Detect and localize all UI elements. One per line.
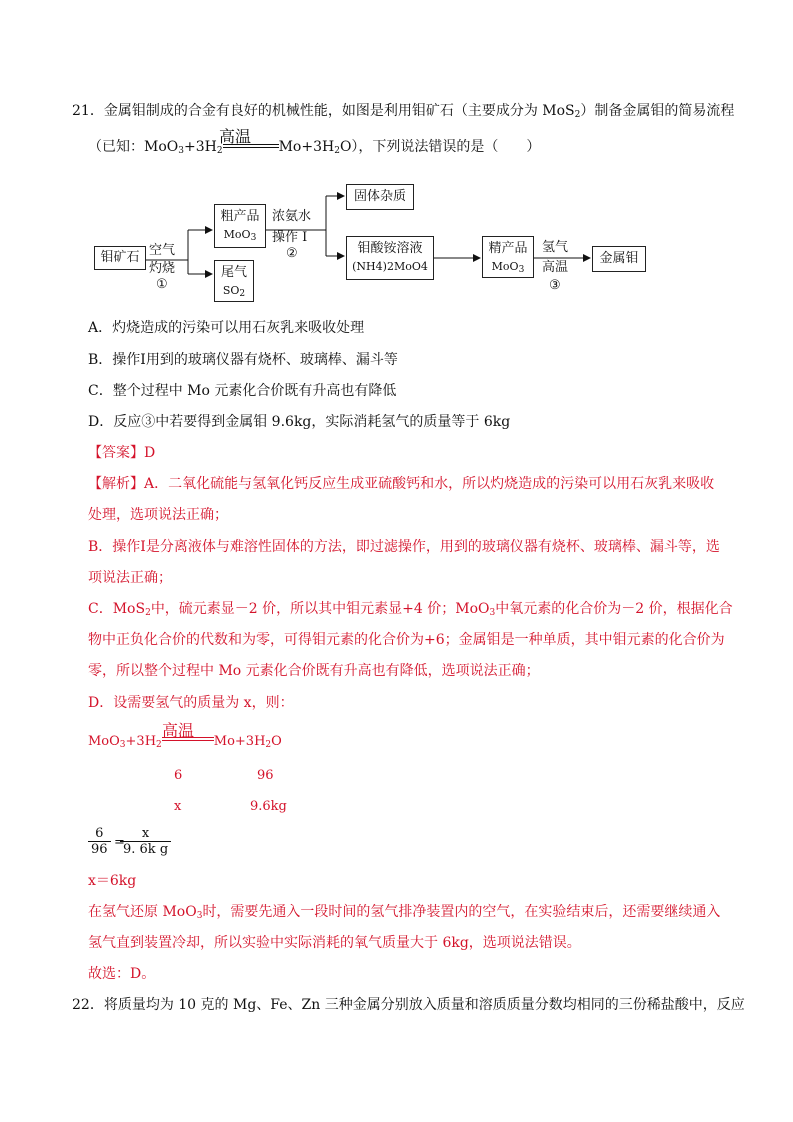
ore-box [94,246,146,270]
metal-label: 金属钼 [599,251,639,266]
subscript: 2 [334,146,340,156]
analysis-c2: 物中正负化合价的代数和为零，可得钼元素的化合价为+6；金属钼是一种单质，其中钼元素的化合价为 [88,632,725,648]
eq-text: +3H [183,139,217,155]
explanation-1 [88,902,720,922]
fraction-denominator: 96 [88,841,111,857]
crude-formula [215,226,265,244]
mass-h2: 6 [174,768,183,783]
analysis-c1 [88,599,733,619]
subscript: 3 [518,265,525,275]
given-mo: 9.6kg [250,799,287,814]
air-label: 空气 [149,243,176,258]
option-d: D．反应③中若要得到金属钼 9.6kg，实际消耗氢气的质量等于 6kg [88,414,511,430]
tail-gas-box [214,260,254,302]
crude-label: 粗产品 [220,209,260,224]
subscript: 3 [178,146,184,156]
option-b: B．操作I用到的玻璃仪器有烧杯、玻璃棒、漏斗等 [88,352,398,368]
tail-gas-formula [215,282,253,300]
subscript: 3 [250,233,257,243]
fraction-denominator: 9. 6k g [120,841,171,857]
mass-mo: 96 [257,768,274,783]
q21-text-tail: ）制备金属钼的简易流程 [580,103,735,119]
explanation-text: 在氢气还原 MoO [88,904,197,920]
solution-formula: (NH4)2MoO4 [352,260,428,273]
subscript: 2 [239,289,246,299]
subscript: 3 [119,740,126,750]
step3-label: ③ [549,278,561,293]
option-a: A．灼烧造成的污染可以用石灰乳来吸收处理 [88,320,365,336]
hydrogen-label: 氢气 [542,240,569,255]
metal-box [592,246,646,272]
step1-label: ① [156,277,168,292]
eq-text: O [271,734,282,749]
analysis-b1: B．操作I是分离液体与难溶性固体的方法，即过滤操作，用到的玻璃仪器有烧杯、玻璃棒、漏斗等，选 [88,539,720,555]
q21-line1 [72,101,734,121]
equals-arrow [162,731,214,745]
crude-product-box [214,204,266,248]
fine-label: 精产品 [488,241,528,256]
eq-text: MoO [88,734,120,749]
analysis-d1: D．设需要氢气的质量为 x，则： [88,695,294,711]
solid-label: 固体杂质 [353,189,406,204]
q22-line1: 22．将质量均为 10 克的 Mg、Fe、Zn 三种金属分别放入质量和溶质质量分数均相同的三份稀盐酸中，反应 [72,997,745,1013]
flow-diagram [88,178,728,308]
conclusion: 故选：D。 [88,966,156,982]
analysis-c1-text: 中氧元素的化合价为－2 价，根据化合 [495,601,733,617]
analysis-b2: 项说法正确； [88,570,172,586]
eq-text: O），下列说法错误的是（ ） [339,139,541,155]
fine-formula [483,258,533,276]
ore-label: 钼矿石 [100,250,140,265]
eq-text: +3H [125,734,157,749]
subscript: 2 [574,110,581,120]
crude-formula-text: MoO [223,228,251,241]
fine-formula-text: MoO [491,260,519,273]
q21-text: 21．金属钼制成的合金有良好的机械性能，如图是利用钼矿石（主要成分为 MoS [72,103,575,119]
subscript: 2 [156,740,162,750]
subscript: 2 [216,146,223,156]
fraction-right [120,826,171,857]
subscript: 2 [265,740,272,750]
hightemp-label: 高温 [542,260,569,275]
analysis-a2: 处理，选项说法正确； [88,507,228,523]
ammonium-molybdate-box [346,236,434,280]
subscript: 3 [489,608,496,618]
q21-known-equation [88,137,540,157]
unknown-h2: x [174,799,182,814]
analysis-a1: 【解析】A．二氧化硫能与氢氧化钙反应生成亚硫酸钙和水，所以灼烧造成的污染可以用石灰乳来吸收 [88,476,715,492]
eq-text: Mo+3H [278,139,335,155]
eq-condition: 高温 [162,721,195,740]
tail-formula-text: SO [222,284,240,297]
analysis-c1-text: C．MoS [88,601,146,617]
subscript: 2 [145,608,151,618]
tail-gas-label: 尾气 [220,265,247,280]
solution-label: 钼酸铵溶液 [357,241,423,256]
analysis-c3: 零，所以整个过程中 Mo 元素化合价既有升高也有降低，选项说法正确； [88,663,540,679]
option-c: C．整个过程中 Mo 元素化合价既有升高也有降低 [88,383,397,399]
eq-text: （已知：MoO [88,139,179,155]
burn-label: 灼烧 [149,261,176,276]
fraction-left [88,826,111,857]
result: x＝6kg [88,873,137,889]
known-condition: 高温 [219,127,252,146]
ammonia-label: 浓氨水 [272,209,312,224]
step2-label: ② [286,246,298,261]
fine-product-box [482,236,534,278]
fraction-numerator: 6 [95,826,104,841]
proportion-equals: = [114,835,125,850]
explanation-2: 氢气直到装置冷却，所以实验中实际消耗的氧气质量大于 6kg，选项说法错误。 [88,935,581,951]
analysis-equation [88,731,282,752]
eq-text: Mo+3H [213,734,266,749]
answer: 【答案】D [88,445,156,461]
analysis-c1-text: 中，硫元素显－2 价，所以其中钼元素显+4 价；MoO [150,601,490,617]
explanation-text: 时，需要先通入一段时间的氢气排净装置内的空气，在实验结束后，还需要继续通入 [202,904,721,920]
fraction-numerator: x [141,826,150,841]
subscript: 3 [196,911,203,921]
solid-impurity-box [346,184,414,210]
operation1-label: 操作 I [272,230,308,245]
